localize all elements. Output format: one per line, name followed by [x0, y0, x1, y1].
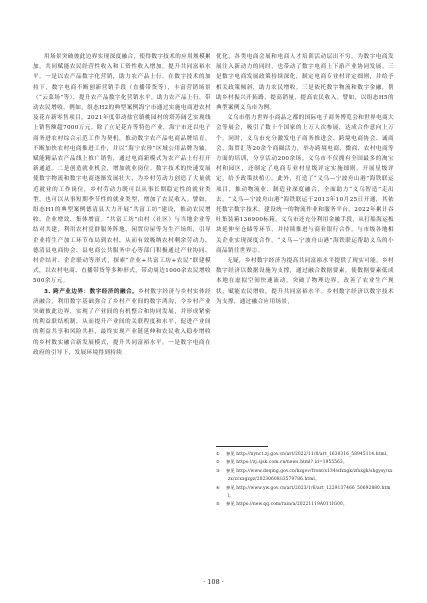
- right-column: [216, 52, 394, 307]
- footnote: [216, 500, 394, 508]
- body-paragraph: 用场景突破彼此边界实现深度融合，使得数字技术的应用规模累加，共同赋能农民经营性收入和工资性收入增加，提升共同富裕水平。一是以农产品数字化营销，助力农产品上行。在数字技术的加持下，数字电商不断创新营销手段（直播带货等），丰富营销场景（“云菜场”等），提升农产品数字化营销水平，助力农产品上行，带动农民增收。例如，组态H2的典型案例海宁市通过实施电商进农村及花卉新零售项目，2021年度带动盐官镇桃园村的塔苏阔艺实现线上销售额超7000万元。除了立足花卉等特色产业，海宁市还以电子商务进农村综合示范工作为契机，推动数字农产品电商品牌培育，不断加快农村电商推进工作，并以“海宁农珍”区域公用品牌为轴，赋能精品农产品线上推广销售，通过电商新模式为农产品上行打开新通道。二是创造就业机会，增加就业岗位。数字技术的快速发展使数字物流和数字电商逐渐发展壮大，为乡村劳动力创造了大量就近就业的工作岗位，乡村劳动力既可以从事长期稳定性的就业类型，也可以从事短期季节性的就业类型，增加了农民收入。譬如，组态H1的典型案例德清县大力开展“共富工坊”建设，推动农民增收、企业增效、集体增富。“共富工坊”由村（社区）与当地企业等结对共建，利用农村党群服务阵地、闲置房屋等为生产场所，引导企业将生产加工环节布局到农村，从而有效吸纳农村剩余劳动力。德清县电商协会、县电商公共服务中心等部门积极通过产业协同、村企结对、企企联动等形式，探索“企业+共富工坊+农民”联建模式，以农村电商、直播带货等多种形式，带动周边1000余农民增收500余万元。: [33, 54, 211, 285]
- footnote-link[interactable]: 参见 https://zj.sjsk.com.cn/news.html? id=1955563。: [226, 459, 348, 465]
- body-paragraph: [33, 287, 211, 358]
- body-paragraph: 义乌市借力世界小商品之都的国际电子商务博览会和世界电商大会等展会，吸引了数十个国家的上万人次参展，达成合作意向上万个。同时，义乌市充分激发电子商务推进会、跨境电商协会、诚商会、海贸汇等20余个商圈活力，举办跨境电商、微商、农村电商等方面的培训，分享活动200余场。义乌市不仅拥有全国最多的淘宝村和园区，还制定了电商专业村星级评定实施细则，开展星级评定，给予政策扶植①。此外，打造了“义乌—宁波舟山港”海铁联运项目，推动物流业、制造业深度融合，全面助力“义乌智造”走出去。“义乌—宁波舟山港”海铁联运于2013年10月25日开通，其依托数字数字技术，建设统一的物流作业和服务平台，2022年累计吞吐集装箱136900标箱。义乌市还充分利用金融手段，从打船海运板块延伸至仓储等环节，并持续推进与商业银行合作，与市级各地相关企业实现深度合作，“义乌—宁波舟山港”海铁联运帮助义乌的小商品销往世界②。: [216, 115, 394, 254]
- footnote-link[interactable]: 参见 http://www.deqing.gov.cn/hzgov/front/s134/sfxxgk/zfxxgk/shgysy/xxzx/zcxxgzgz/20230608/i3579786.html。: [226, 467, 393, 482]
- footnote: [216, 450, 394, 458]
- footnote-mark: ⑤: [216, 501, 220, 507]
- body-text: 乡村数字经济与乡村实体经济融合，利用数字基础弥合了乡村产业间的数字鸿沟，令乡村产业突破彼此边界，实现了产业间的有机整合和协同发展，并形成紧密的利益联结机制，从而提升产业间的关联程度和水平，促进产业间的利益共享和风险共担，最终实现产业链延伸和农民收入稳步增收的乡村数实融合新发展模式，提升共同富裕水平。一是数字电商在政府的引导下，发展环境得到持续: [33, 288, 211, 356]
- footnote-mark: ④: [216, 484, 220, 490]
- footnote-link[interactable]: 参见 http://www.yw.gov.cn/art/2023/1/6/art_1229137466_50692880.html。: [226, 484, 391, 499]
- footnote-mark: ②: [216, 459, 220, 465]
- footnote: [216, 458, 394, 466]
- footnote-mark: ①: [216, 451, 220, 456]
- section-heading: 3. 跨产业边界：数字经济的融合。: [44, 288, 139, 295]
- body-paragraph: 无疑，乡村数字经济为提高共同富裕水平提供了现实可能。乡村数字经济以数据设施为支撑，通过融合数据要素，使数据要素低成本地在虚拟空间快速流动，突破了物理边界，改善了农业生产现状，赋能农民增收，提升共同富裕水平。乡村数字经济以数字技术为支撑，通过融合应用场景，: [216, 258, 394, 305]
- page-number: · 108 ·: [203, 578, 224, 586]
- body-paragraph: 优化，各类电商会展和电商人才培训活动层出不穷，为数字电商发展注入新动力的同时，也带动了数字电商上下游产业协同发展。三是数字电商发展政策持续深化，制定电商专业村评定细则，并给予相关政策倾斜，助力农民增收。三是依托数字物流和数字金融，帮助乡村振兴开拓路，提高销量，提高农民收入。譬如，以组态H5的典型案例义乌市为例。: [216, 54, 394, 112]
- footnotes: [216, 450, 394, 509]
- footnote: [216, 484, 394, 501]
- footnote-link[interactable]: 参见 http://nynct.zj.gov.cn/art/2022/11/8/art_1630316_58945114.html。: [226, 451, 391, 456]
- footnote: [216, 467, 394, 484]
- footnote-divider: [216, 446, 268, 447]
- footnote-mark: ③: [216, 467, 220, 473]
- left-column: [33, 52, 211, 358]
- footnote-link[interactable]: 参见 https://new.qq.com/rain/a/20221119A011IG00。: [226, 501, 348, 507]
